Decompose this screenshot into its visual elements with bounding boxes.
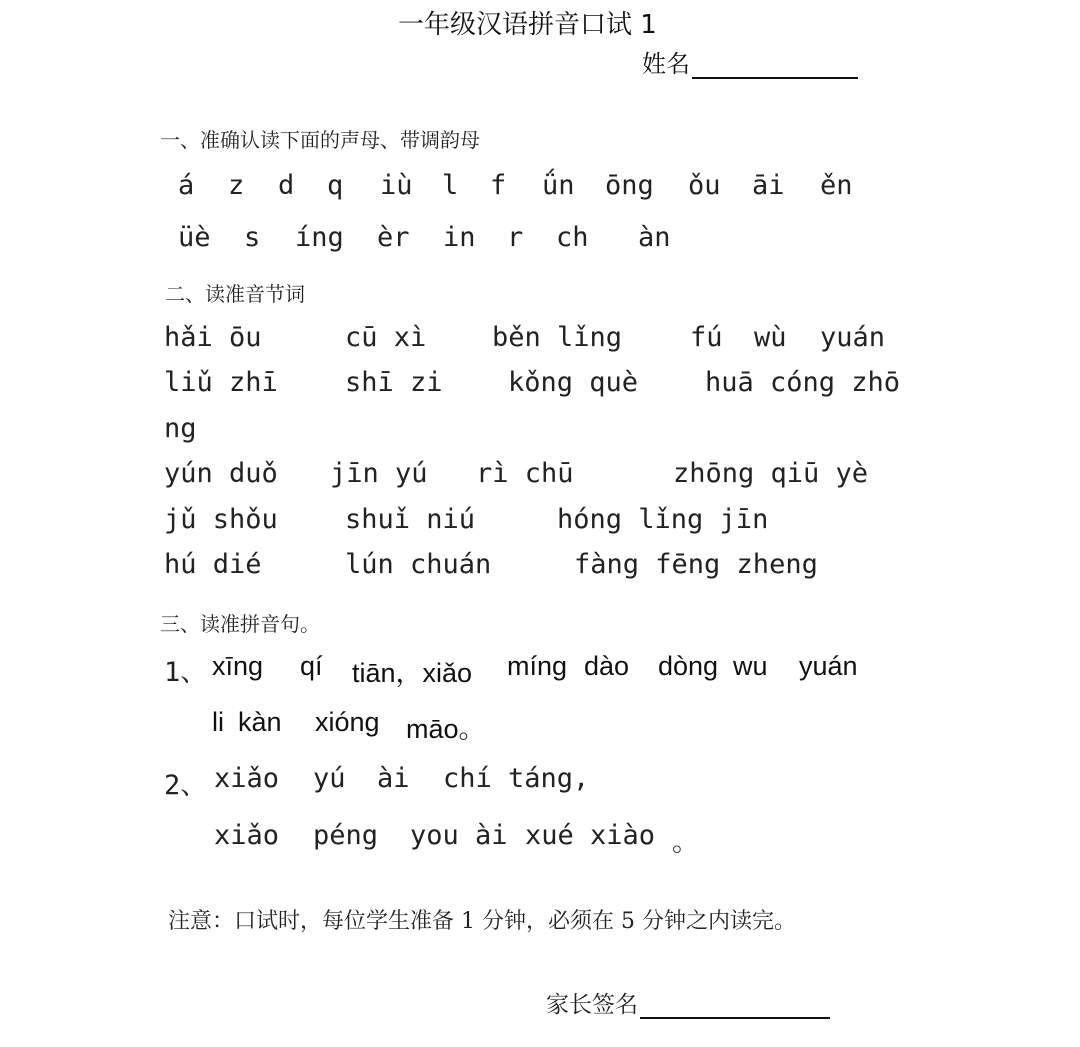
section2-heading: 二、读准音节词 bbox=[165, 282, 305, 306]
pinyin-word: huā cóng zhō bbox=[705, 367, 901, 398]
student-name-field[interactable] bbox=[642, 44, 858, 79]
pinyin-item: àn bbox=[638, 222, 671, 253]
pinyin-item: ěn bbox=[820, 170, 853, 201]
pinyin-item: ǘn bbox=[542, 170, 575, 201]
signature-blank-line bbox=[640, 993, 830, 1019]
pinyin-item: d bbox=[278, 170, 295, 201]
page-title: 一年级汉语拼音口试 1 bbox=[398, 10, 657, 40]
pinyin-word: hǎi ōu bbox=[164, 322, 262, 353]
parent-signature-field[interactable] bbox=[546, 986, 830, 1019]
pinyin-word: fú bbox=[690, 322, 723, 353]
pinyin-word: yún duǒ bbox=[164, 458, 278, 489]
pinyin-word: wu bbox=[733, 651, 768, 681]
pinyin-word: qí bbox=[300, 651, 323, 681]
pinyin-word: yú bbox=[313, 763, 346, 794]
pinyin-item: ch bbox=[556, 222, 589, 253]
pinyin-item: āi bbox=[752, 170, 785, 201]
pinyin-word: cū xì bbox=[345, 322, 427, 353]
sentence-number: 2、 bbox=[164, 770, 208, 801]
pinyin-word: xiǎo bbox=[214, 820, 280, 851]
name-blank-line bbox=[692, 53, 858, 79]
pinyin-item: z bbox=[228, 170, 245, 201]
parent-sign-label: 家长签名 bbox=[546, 992, 638, 1018]
pinyin-word: chí bbox=[443, 763, 492, 794]
pinyin-word: yuán bbox=[820, 322, 886, 353]
pinyin-item: ǒu bbox=[688, 170, 721, 201]
pinyin-word: shī zi bbox=[345, 367, 443, 398]
pinyin-word: lún chuán bbox=[345, 549, 492, 580]
pinyin-item: s bbox=[244, 222, 261, 253]
pinyin-word: běn lǐng bbox=[492, 322, 623, 353]
pinyin-word: péng bbox=[313, 820, 379, 851]
pinyin-word: ài bbox=[475, 820, 508, 851]
pinyin-item: üè bbox=[178, 222, 211, 253]
pinyin-word: kàn bbox=[238, 707, 282, 737]
pinyin-item: á bbox=[178, 170, 195, 201]
sentence-number: 1、 bbox=[164, 657, 208, 688]
pinyin-word: hóng lǐng jīn bbox=[557, 504, 769, 535]
pinyin-word: li bbox=[212, 707, 224, 737]
pinyin-word: xiǎo bbox=[214, 763, 280, 794]
pinyin-word: táng, bbox=[508, 763, 590, 794]
pinyin-word: xué bbox=[525, 820, 574, 851]
pinyin-word: ài bbox=[377, 763, 410, 794]
section1-heading: 一、准确认读下面的声母、带调韵母 bbox=[160, 128, 480, 152]
pinyin-item: q bbox=[327, 170, 344, 201]
name-label: 姓名 bbox=[642, 50, 690, 78]
pinyin-item: f bbox=[490, 170, 507, 201]
pinyin-word: māo。 bbox=[406, 714, 486, 744]
pinyin-item: èr bbox=[377, 222, 410, 253]
pinyin-word: yuán bbox=[799, 651, 858, 681]
pinyin-word: 。 bbox=[672, 827, 699, 858]
pinyin-word: míng bbox=[507, 651, 568, 681]
pinyin-word: jīn yú bbox=[330, 458, 428, 489]
pinyin-word: zhōng qiū yè bbox=[673, 458, 869, 489]
pinyin-word: you bbox=[410, 820, 459, 851]
pinyin-word: hú dié bbox=[164, 549, 262, 580]
pinyin-word: dòng bbox=[658, 651, 719, 681]
pinyin-word: shuǐ niú bbox=[345, 504, 476, 535]
pinyin-word: liǔ zhī bbox=[164, 367, 278, 398]
pinyin-word: kǒng què bbox=[508, 367, 639, 398]
section3-heading: 三、读准拼音句。 bbox=[160, 612, 320, 636]
pinyin-word: wù bbox=[754, 322, 787, 353]
pinyin-word: ng bbox=[164, 413, 197, 444]
pinyin-item: r bbox=[507, 222, 524, 253]
pinyin-word: rì chū bbox=[476, 458, 574, 489]
pinyin-item: in bbox=[443, 222, 476, 253]
exam-note: 注意：口试时，每位学生准备 1 分钟，必须在 5 分钟之内读完。 bbox=[168, 909, 796, 934]
pinyin-word: xióng bbox=[315, 707, 380, 737]
pinyin-word: dào bbox=[584, 651, 630, 681]
pinyin-item: iù bbox=[380, 170, 413, 201]
pinyin-word: fàng fēng zheng bbox=[574, 549, 818, 580]
pinyin-item: l bbox=[442, 170, 459, 201]
pinyin-item: ōng bbox=[605, 170, 654, 201]
pinyin-word: xīng bbox=[212, 651, 264, 681]
pinyin-word: xiào bbox=[590, 820, 656, 851]
pinyin-word: tiān，xiǎo bbox=[352, 658, 473, 688]
pinyin-item: íng bbox=[295, 222, 344, 253]
pinyin-word: jǔ shǒu bbox=[164, 504, 278, 535]
